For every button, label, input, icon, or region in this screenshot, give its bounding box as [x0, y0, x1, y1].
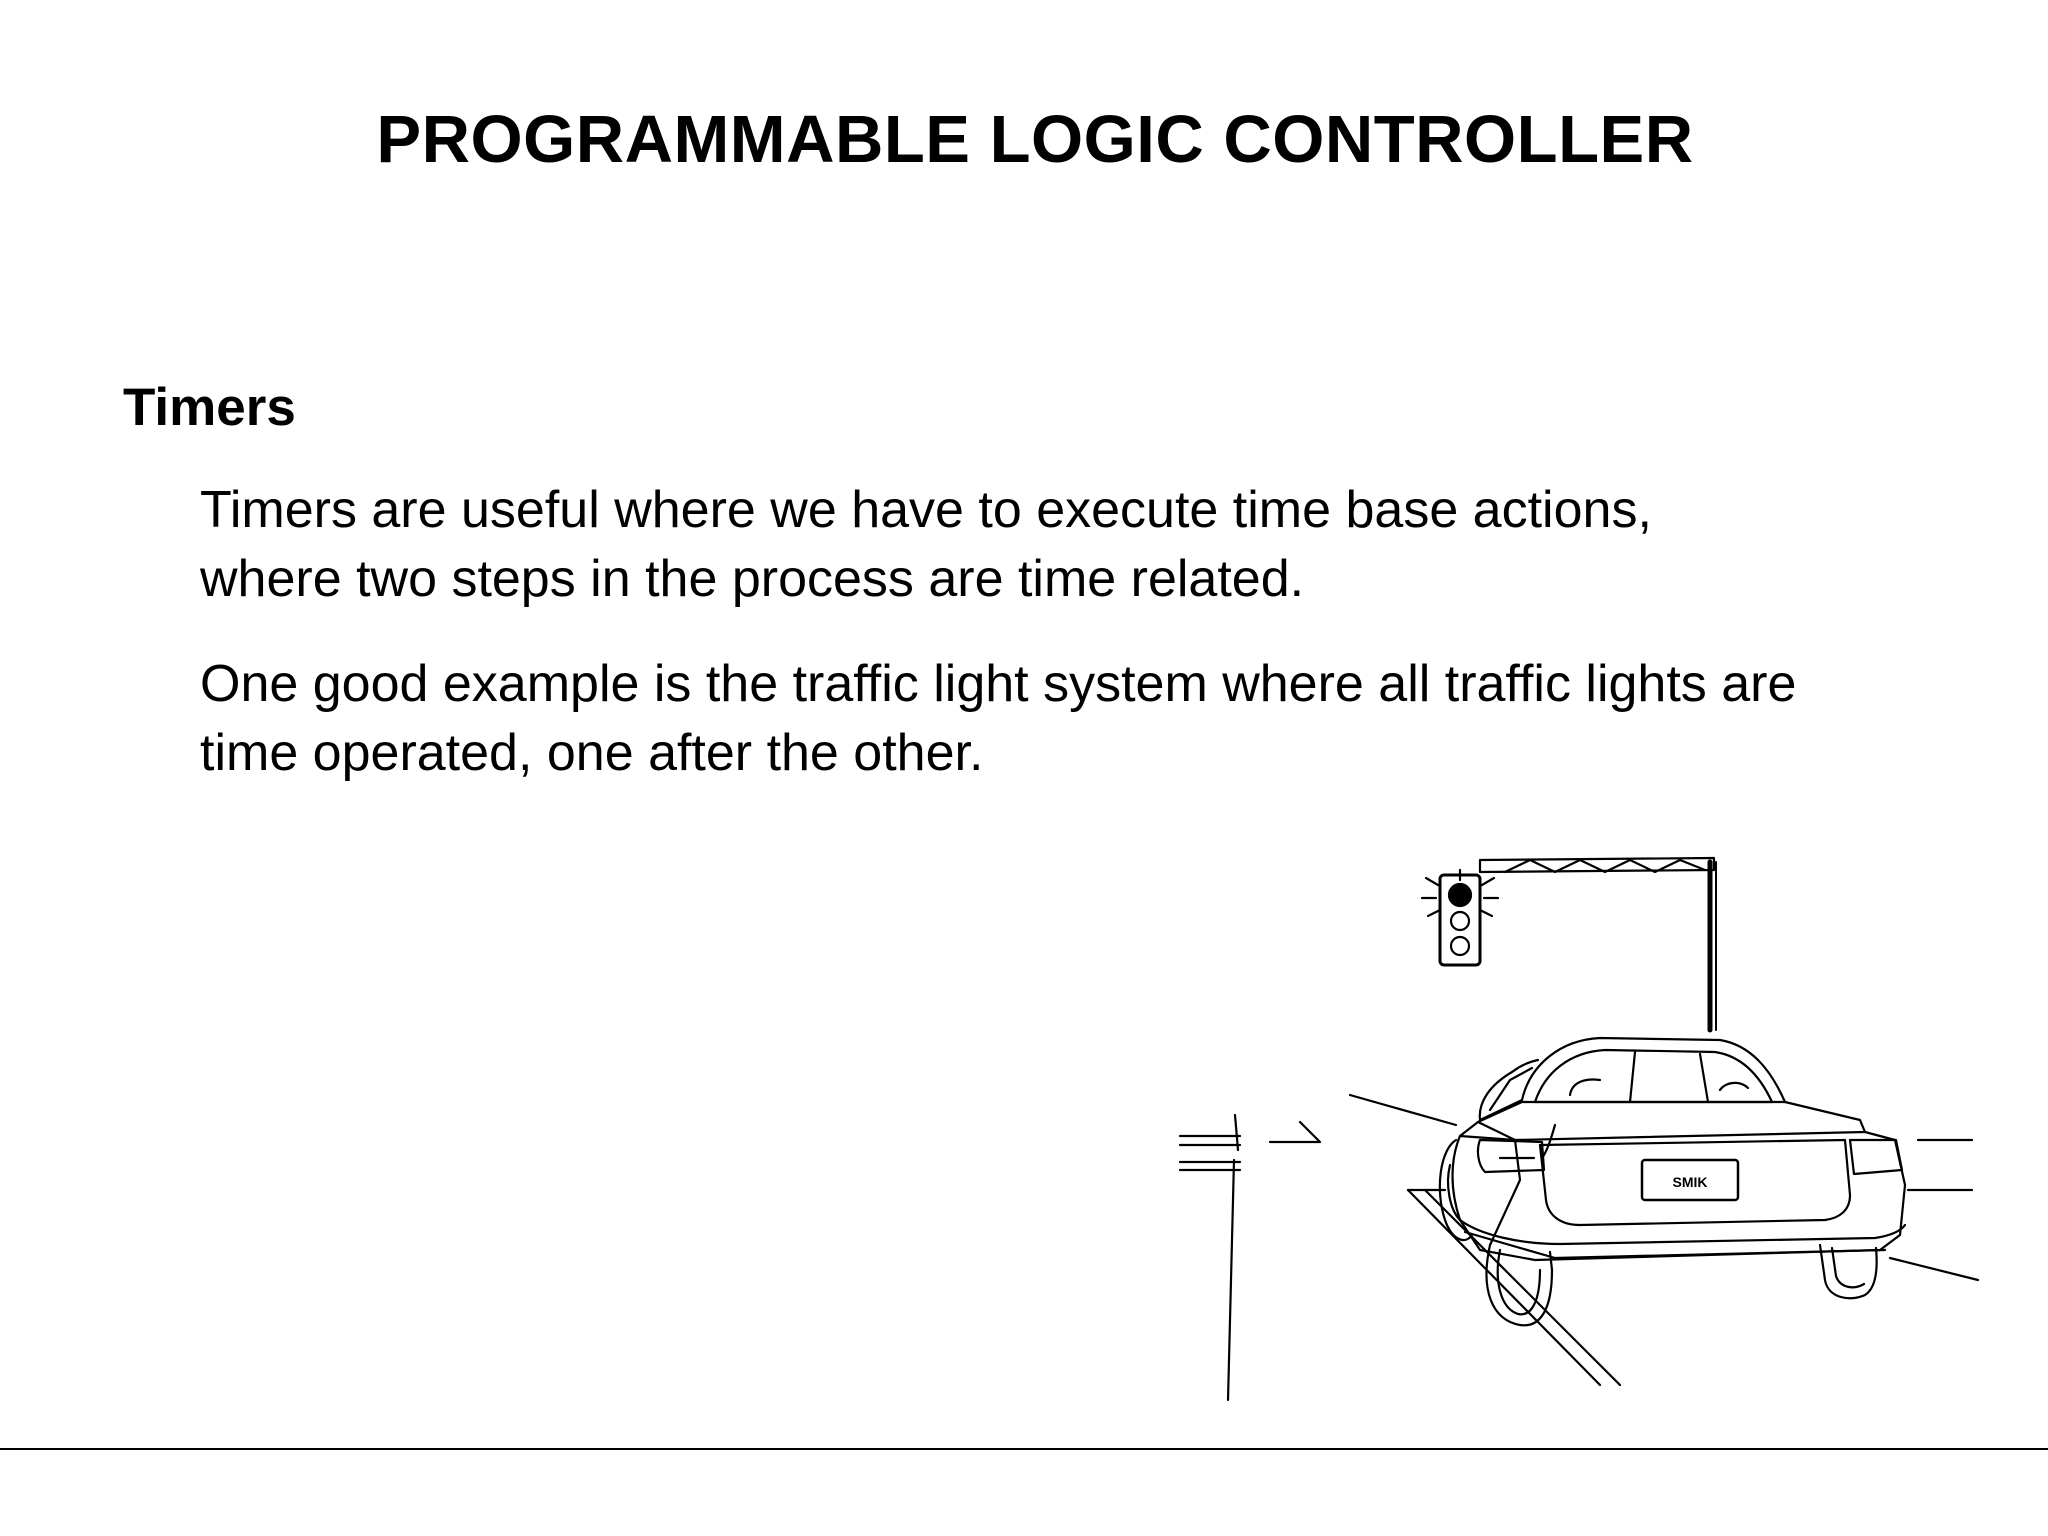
- traffic-light-car-icon: [1160, 840, 1990, 1410]
- paragraph-timers-usage: Timers are useful where we have to execute time base actions, where two steps in the process are time related.: [200, 481, 1652, 608]
- paragraph-traffic-example: One good example is the traffic light system where all traffic lights are time operated, one after the other.: [200, 655, 1797, 782]
- license-plate-text: SMIK: [1672, 1174, 1708, 1190]
- traffic-light: [1422, 858, 1716, 1030]
- slide-title: PROGRAMMABLE LOGIC CONTROLLER: [376, 102, 1694, 177]
- section-heading: Timers: [123, 378, 296, 437]
- footer-divider: [0, 1448, 2048, 1450]
